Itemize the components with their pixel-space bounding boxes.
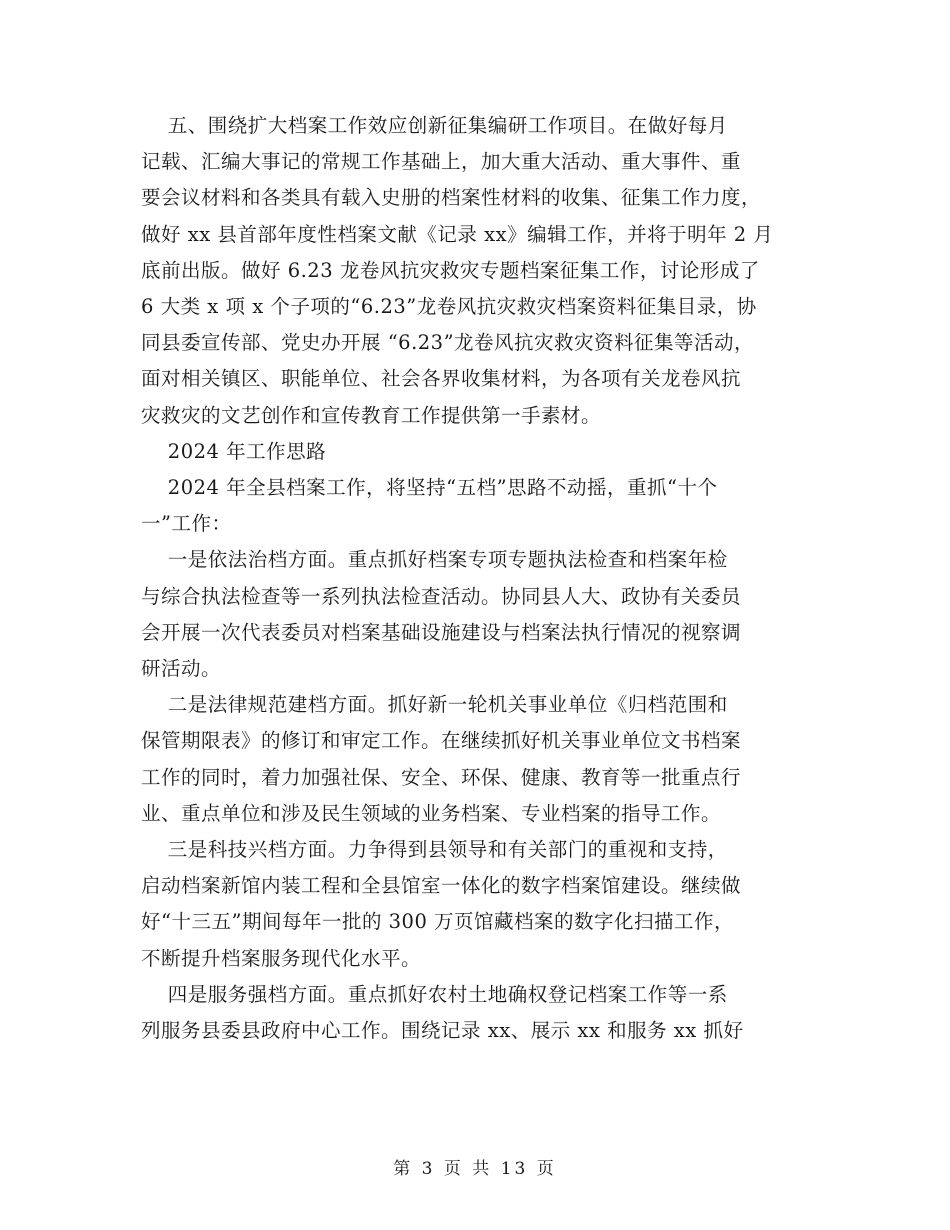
text-line: 好“十三五”期间每年一批的 300 万页馆藏档案的数字化扫描工作， [141,910,735,934]
text-line: 一”工作： [141,512,232,536]
text-line: 列服务县委县政府中心工作。围绕记录 xx、展示 xx 和服务 xx 抓好 [141,1019,744,1043]
text-line: 面对相关镇区、职能单位、社会各界收集材料，为各项有关龙卷风抗 [141,367,742,391]
text-line: 会开展一次代表委员对档案基础设施建设与档案法执行情况的视察调 [141,620,742,644]
section-heading: 2024 年工作思路 [141,439,327,463]
text-line: 做好 xx 县首部年度性档案文献《记录 xx》编辑工作，并将于明年 2 月 [141,222,774,246]
text-line: 6 大类 x 项 x 个子项的“6.23”龙卷风抗灾救灾档案资料征集目录，协 [141,295,757,319]
text-line: 业、重点单位和涉及民生领域的业务档案、专业档案的指导工作。 [141,801,722,825]
text-line: 三是科技兴档方面。力争得到县领导和有关部门的重视和支持， [141,838,728,862]
text-line: 四是服务强档方面。重点抓好农村土地确权登记档案工作等一系 [141,982,728,1006]
text-line: 保管期限表》的修订和审定工作。在继续抓好机关事业单位文书档案 [141,729,742,753]
text-line: 启动档案新馆内装工程和全县馆室一体化的数字档案馆建设。继续做 [141,874,742,898]
text-line: 要会议材料和各类具有载入史册的档案性材料的收集、征集工作力度， [141,186,762,210]
text-line: 与综合执法检查等一系列执法检查活动。协同县人大、政协有关委员 [141,584,742,608]
page-footer: 第 3 页 共 13 页 [393,1159,557,1179]
text-line: 同县委宣传部、党史办开展 “6.23”龙卷风抗灾救灾资料征集等活动， [141,331,755,355]
text-line: 灾救灾的文艺创作和宣传教育工作提供第一手素材。 [141,403,602,427]
text-line: 2024 年全县档案工作，将坚持“五档”思路不动摇，重抓“十个 [141,476,718,500]
text-line: 底前出版。做好 6.23 龙卷风抗灾救灾专题档案征集工作，讨论形成了 [141,258,760,282]
text-line: 工作的同时，着力加强社保、安全、环保、健康、教育等一批重点行 [141,765,742,789]
text-line: 二是法律规范建档方面。抓好新一轮机关事业单位《归档范围和 [141,693,728,717]
text-line: 研活动。 [141,657,222,681]
text-line: 记载、汇编大事记的常规工作基础上，加大重大活动、重大事件、重 [141,150,742,174]
text-line: 五、围绕扩大档案工作效应创新征集编研工作项目。在做好每月 [141,114,728,137]
body-text [141,108,821,1049]
text-line: 不断提升档案服务现代化水平。 [141,946,422,970]
text-line: 一是依法治档方面。重点抓好档案专项专题执法检查和档案年检 [141,548,728,572]
